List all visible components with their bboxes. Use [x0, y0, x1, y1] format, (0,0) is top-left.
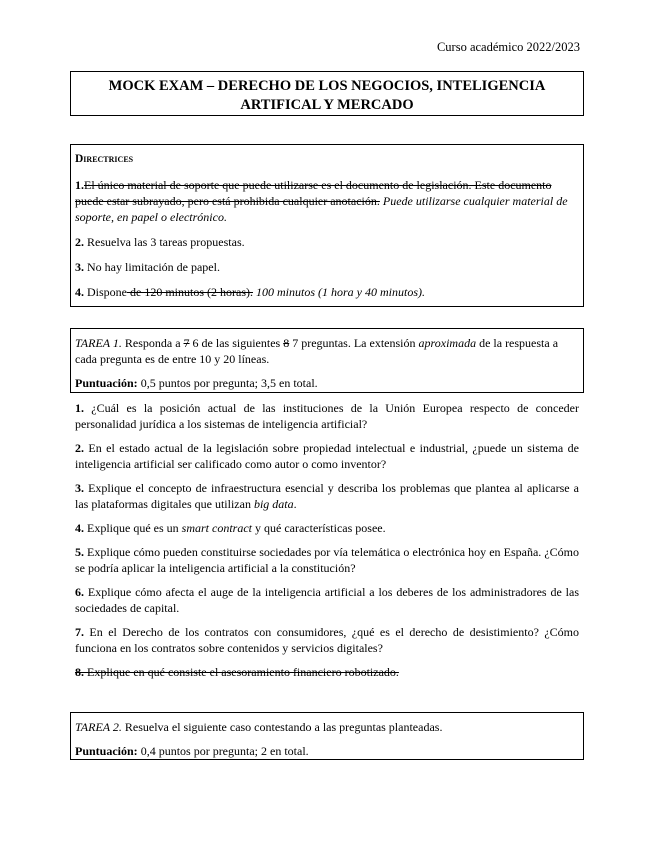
directriz-4-num: 4. [75, 285, 84, 299]
question-6-text: Explique cómo afecta el auge de la inteligencia artificial a los deberes de los administradores de las sociedades de capital. [75, 585, 579, 615]
question-8-text: Explique en qué consiste el asesoramiento financiero robotizado. [84, 665, 399, 679]
exam-title-line2: ARTIFICAL Y MERCADO [240, 97, 414, 113]
tarea1-intro-b: 6 de las siguientes [189, 336, 284, 350]
directrices-box [70, 144, 584, 307]
directriz-2-num: 2. [75, 235, 84, 249]
directriz-4-text: 100 minutos (1 hora y 40 minutos). [252, 285, 425, 299]
questions-list [75, 400, 579, 688]
question-4 [75, 520, 579, 536]
question-4-num: 4. [75, 521, 84, 535]
question-5-num: 5. [75, 545, 84, 559]
question-6-num: 6. [75, 585, 84, 599]
question-5-text: Explique cómo pueden constituirse sociedades por vía telemática o electrónica hoy en España. ¿Cómo se podría aplicar la inteligencia artificial a la constitución? [75, 545, 579, 575]
question-2-text: En el estado actual de la legislación sobre propiedad intelectual e industrial, ¿puede un sistema de inteligencia artificial ser calificado como autor o como inventor? [75, 441, 579, 471]
question-4-text: Explique qué es un [84, 521, 182, 535]
exam-title-line1: MOCK EXAM – DERECHO DE LOS NEGOCIOS, INTELIGENCIA [108, 78, 546, 94]
tarea1-intro [75, 335, 579, 367]
tarea1-intro-a: Responda a [121, 336, 184, 350]
tarea2-score-label: Puntuación: [75, 744, 138, 758]
question-1 [75, 400, 579, 432]
tarea1-label: TAREA 1. [75, 336, 122, 350]
tarea2-box [70, 712, 584, 760]
tarea1-box [70, 328, 584, 393]
directriz-2 [75, 234, 579, 250]
directriz-1-text: Puede utilizarse cualquier material de soporte, en papel o electrónico. [75, 194, 568, 224]
tarea2-score [75, 743, 579, 759]
tarea1-struck-b: 8 [283, 336, 290, 350]
tarea2-score-text: 0,4 puntos por pregunta; 2 en total. [137, 744, 309, 758]
directriz-3 [75, 259, 579, 275]
tarea1-score-label: Puntuación: [75, 376, 138, 390]
tarea1-intro-c: 7 preguntas. La extensión [289, 336, 419, 350]
question-1-text: ¿Cuál es la posición actual de las instituciones de la Unión Europea respecto de conceder personalidad jurídica a los sistemas de inteligencia artificial? [75, 401, 579, 431]
directriz-3-text: No hay limitación de papel. [84, 260, 220, 274]
question-3-tail: . [293, 497, 297, 511]
question-2 [75, 440, 579, 472]
question-8-num: 8. [75, 665, 84, 679]
tarea2-intro [75, 719, 579, 735]
question-1-num: 1. [75, 401, 84, 415]
directriz-4-pre: Dispone [84, 285, 127, 299]
question-6 [75, 584, 579, 616]
directriz-4-struck: de 120 minutos (2 horas). [127, 285, 253, 299]
directriz-1 [75, 177, 579, 225]
directriz-1-struck: El único material de soporte que puede utilizarse es el documento de legislación. Este documento puede estar subrayado, pero está prohibida cualquier anotación. [75, 178, 552, 208]
question-5 [75, 544, 579, 576]
question-4-italic: smart contract [181, 521, 252, 535]
question-3-num: 3. [75, 481, 84, 495]
question-7-text: En el Derecho de los contratos con consumidores, ¿qué es el derecho de desistimiento? ¿Cómo funciona en los contratos sobre contenidos y servicios digitales? [75, 625, 579, 655]
question-3-italic: big data [253, 497, 294, 511]
question-7-num: 7. [75, 625, 84, 639]
tarea2-label: TAREA 2. [75, 720, 122, 734]
question-3 [75, 480, 579, 512]
question-3-text: Explique el concepto de infraestructura esencial y describa los problemas que plantea al aplicarse a las plataformas digitales que utilizan [75, 481, 579, 511]
directriz-4 [75, 284, 579, 300]
question-4-tail: y qué características posee. [252, 521, 386, 535]
tarea2-intro-text: Resuelva el siguiente caso contestando a las preguntas planteadas. [121, 720, 443, 734]
tarea1-italic-word: aproximada [418, 336, 477, 350]
tarea1-score-text: 0,5 puntos por pregunta; 3,5 en total. [137, 376, 318, 390]
question-8 [75, 664, 579, 680]
directriz-2-text: Resuelva las 3 tareas propuestas. [84, 235, 245, 249]
tarea1-struck-a: 7 [183, 336, 190, 350]
directriz-3-num: 3. [75, 260, 84, 274]
directrices-heading: Directrices [75, 153, 134, 165]
exam-title-box [70, 71, 584, 116]
directriz-1-num: 1. [75, 178, 84, 192]
tarea1-intro-d: de la respuesta a cada pregunta es de entre 10 y 20 líneas. [75, 336, 559, 366]
question-7 [75, 624, 579, 656]
question-2-num: 2. [75, 441, 84, 455]
tarea1-score [75, 375, 579, 391]
course-year: Curso académico 2022/2023 [436, 40, 580, 54]
